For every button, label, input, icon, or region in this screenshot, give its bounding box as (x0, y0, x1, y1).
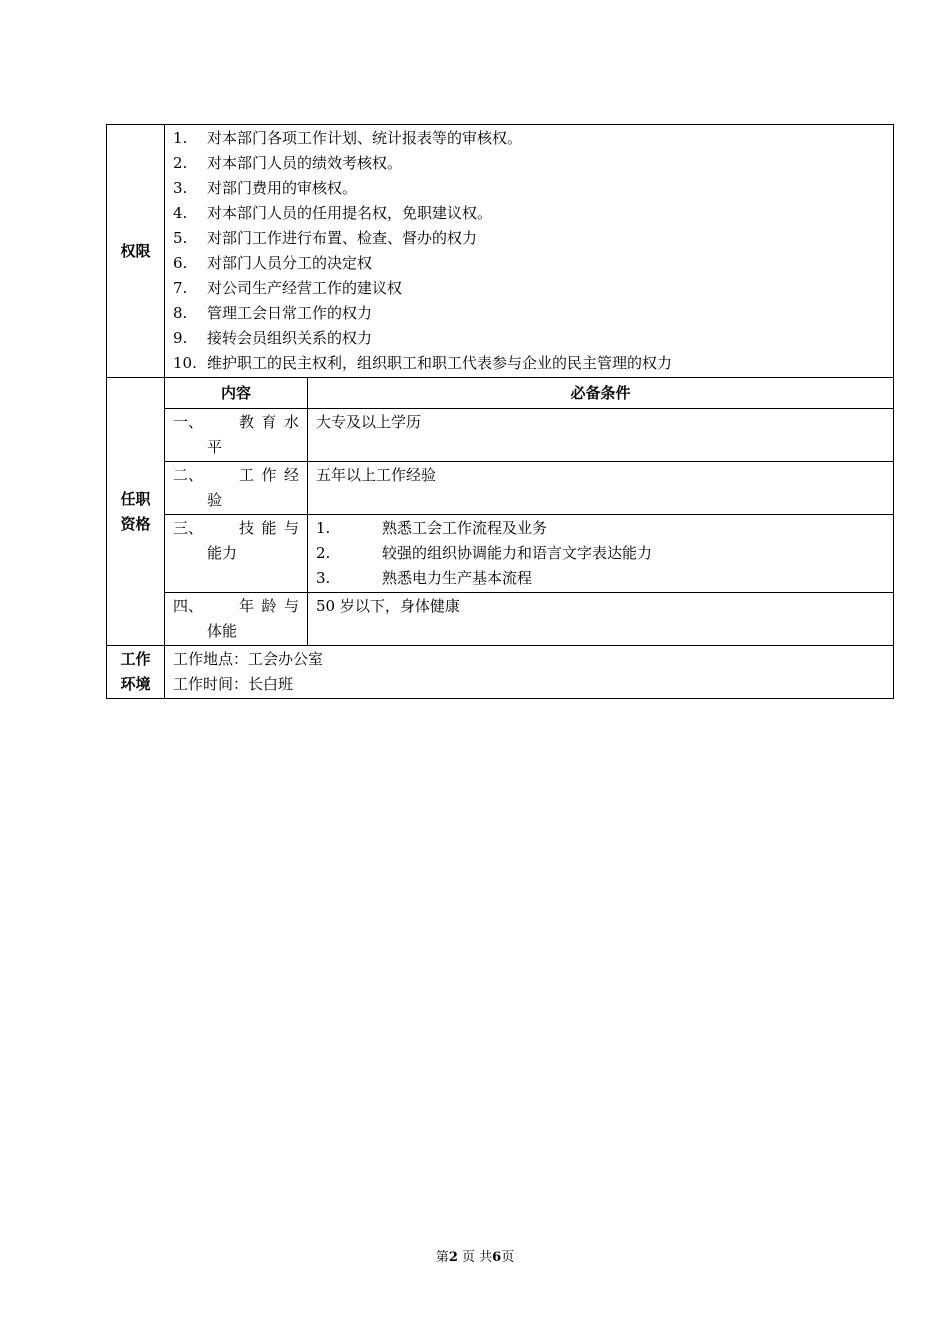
qualification-row (107, 462, 894, 515)
authority-item: 5. 对部门工作进行布置、检查、督办的权力 (173, 229, 478, 247)
job-description-table (106, 124, 894, 699)
authority-label: 权限 (107, 125, 165, 378)
qualification-category: 二、 工作经 验 (165, 462, 308, 515)
authority-item: 4. 对本部门人员的任用提名权，免职建议权。 (173, 204, 493, 222)
authority-item: 6. 对部门人员分工的决定权 (173, 254, 373, 272)
authority-item: 1. 对本部门各项工作计划、统计报表等的审核权。 (173, 129, 523, 147)
authority-item: 10. 维护职工的民主权利，组织职工和职工代表参与企业的民主管理的权力 (173, 354, 673, 372)
qualification-label: 任职 资格 (107, 378, 165, 646)
qualification-requirement: 50 岁以下，身体健康 (308, 593, 894, 646)
authority-item: 8. 管理工会日常工作的权力 (173, 304, 373, 322)
work-location: 工作地点：工会办公室 (173, 650, 324, 668)
qualification-row (107, 409, 894, 462)
work-time: 工作时间：长白班 (173, 675, 294, 693)
qualification-row (107, 593, 894, 646)
qualification-requirement: 五年以上工作经验 (308, 462, 894, 515)
skill-item: 1. 熟悉工会工作流程及业务 (316, 519, 548, 537)
authority-row (107, 125, 894, 378)
environment-row (107, 646, 894, 699)
current-page: 2 (448, 1250, 458, 1265)
qualification-requirement (308, 515, 894, 593)
environment-label: 工作 环境 (107, 646, 165, 699)
qualification-header-row (107, 378, 894, 409)
total-pages: 6 (492, 1250, 502, 1265)
qualification-category: 四、 年龄与 体能 (165, 593, 308, 646)
authority-list (165, 125, 894, 378)
page-footer: 第2 页 共6页 (435, 1250, 515, 1265)
qualification-requirement: 大专及以上学历 (308, 409, 894, 462)
skill-item: 2. 较强的组织协调能力和语言文字表达能力 (316, 544, 653, 562)
authority-item: 7. 对公司生产经营工作的建议权 (173, 279, 403, 297)
qualification-category: 三、 技能与 能力 (165, 515, 308, 593)
authority-item: 2. 对本部门人员的绩效考核权。 (173, 154, 403, 172)
requirement-header: 必备条件 (308, 378, 894, 409)
skill-item: 3. 熟悉电力生产基本流程 (316, 569, 533, 587)
authority-item: 9. 接转会员组织关系的权力 (173, 329, 373, 347)
qualification-row (107, 515, 894, 593)
content-header: 内容 (165, 378, 308, 409)
qualification-category: 一、 教育水 平 (165, 409, 308, 462)
environment-details (165, 646, 894, 699)
authority-item: 3. 对部门费用的审核权。 (173, 179, 358, 197)
